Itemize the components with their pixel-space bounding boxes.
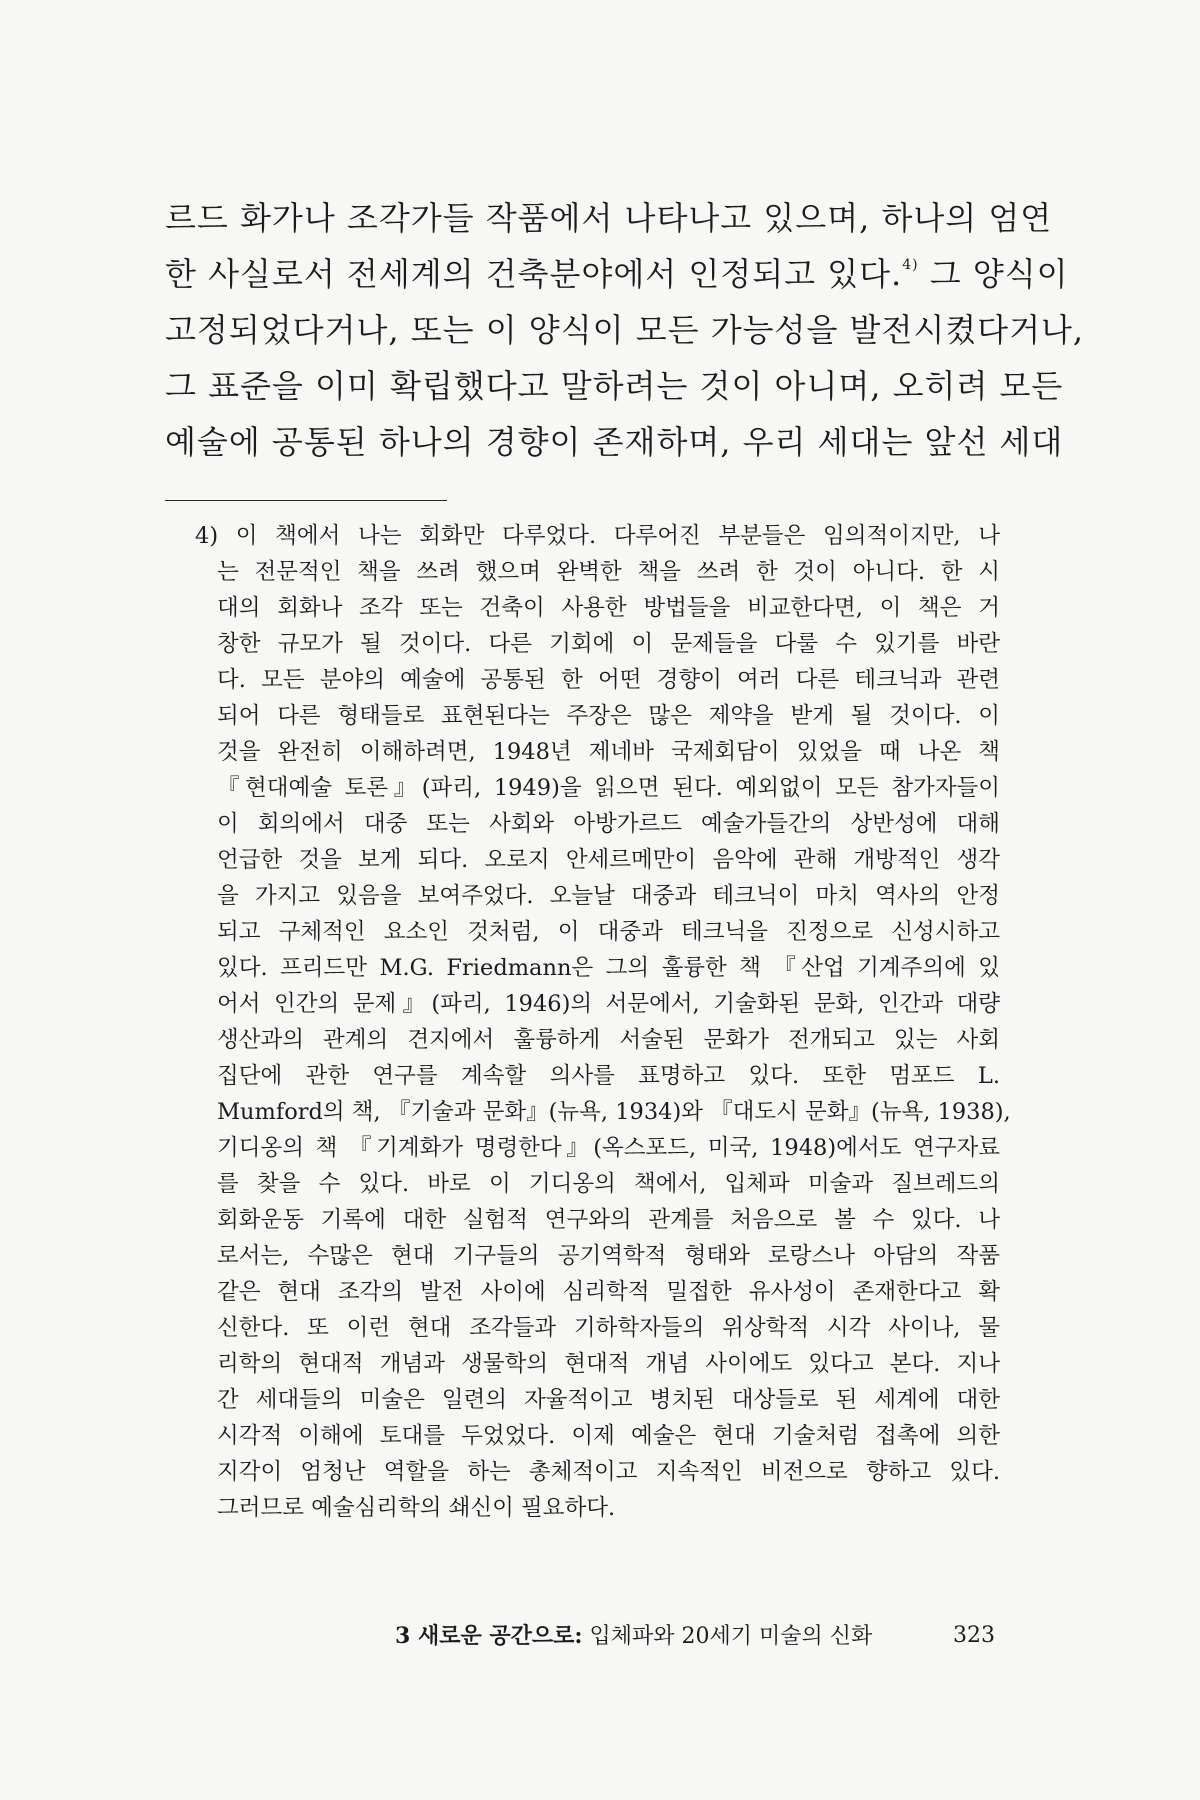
footnote-line: 생산과의 관계의 견지에서 훌륭하게 서술된 문화가 전개되고 있는 사회	[217, 1027, 1000, 1053]
chapter-title	[395, 1620, 872, 1653]
page-number: 323	[953, 1623, 995, 1648]
footnote-line: 이 회의에서 대중 또는 사회와 아방가르드 예술가들간의 상반성에 대해	[217, 811, 1000, 837]
chapter-title-rest: 입체파와 20세기 미술의 신화	[582, 1624, 873, 1649]
footnote-line: 같은 현대 조각의 발전 사이에 심리학적 밀접한 유사성이 존재한다고 확	[217, 1279, 1000, 1305]
footnote-line: 회화운동 기록에 대한 실험적 연구와의 관계를 처음으로 볼 수 있다. 나	[217, 1207, 1000, 1233]
footnote-line: 창한 규모가 될 것이다. 다른 기회에 이 문제들을 다룰 수 있기를 바란	[217, 631, 1000, 657]
footnote-reference[interactable]: 4)	[902, 257, 919, 273]
footnote-line: 간 세대들의 미술은 일련의 자율적이고 병치된 대상들로 된 세계에 대한	[217, 1387, 1000, 1413]
footnote	[195, 518, 1011, 1526]
footnote-line: 를 찾을 수 있다. 바로 이 기디옹의 책에서, 입체파 미술과 질브레드의	[217, 1171, 1000, 1197]
footnote-line: 다. 모든 분야의 예술에 공통된 한 어떤 경향이 여러 다른 테크닉과 관련	[217, 667, 1000, 693]
footnote-line: 는 전문적인 책을 쓰려 했으며 완벽한 책을 쓰려 한 것이 아니다. 한 시	[217, 559, 1000, 585]
body-line-2-text: 한 사실로서 전세계의 건축분야에서 인정되고 있다.	[165, 255, 903, 293]
footnote-line: 4) 이 책에서 나는 회화만 다루었다. 다루어진 부분들은 임의적이지만, 나	[195, 523, 1000, 549]
body-line-2-tail: 그 양식이	[918, 255, 1069, 293]
body-line-4: 그 표준을 이미 확립했다고 말하려는 것이 아니며, 오히려 모든	[165, 367, 1064, 405]
footnote-line: 어서 인간의 문제』(파리, 1946)의 서문에서, 기술화된 문화, 인간과 대량	[217, 991, 1000, 1017]
footnote-line: 되고 구체적인 요소인 것처럼, 이 대중과 테크닉을 진정으로 신성시하고	[217, 919, 1000, 945]
footnote-line: 언급한 것을 보게 되다. 오로지 안세르메만이 음악에 관해 개방적인 생각	[217, 847, 1000, 873]
body-line-5: 예술에 공통된 하나의 경향이 존재하며, 우리 세대는 앞선 세대	[165, 423, 1064, 461]
footnote-line: Mumford의 책, 『기술과 문화』(뉴욕, 1934)와 『대도시 문화』(뉴욕, 1938),	[217, 1099, 1011, 1125]
footnote-line: 신한다. 또 이런 현대 조각들과 기하학자들의 위상학적 시각 사이나, 물	[217, 1315, 1000, 1341]
body-line-2	[165, 246, 1069, 302]
body-line-1: 르드 화가나 조각가들 작품에서 나타나고 있으며, 하나의 엄연	[165, 199, 1053, 237]
footnote-line: 대의 회화나 조각 또는 건축이 사용한 방법들을 비교한다면, 이 책은 거	[217, 595, 1000, 621]
footnote-line: 그러므로 예술심리학의 쇄신이 필요하다.	[217, 1495, 616, 1521]
body-line-3: 고정되었다거나, 또는 이 양식이 모든 가능성을 발전시켰다거나,	[165, 311, 1085, 349]
footnote-line: 것을 완전히 이해하려면, 1948년 제네바 국제회담이 있었을 때 나온 책	[217, 739, 1000, 765]
footnote-line: 지각이 엄청난 역할을 하는 총체적이고 지속적인 비전으로 향하고 있다.	[217, 1459, 1000, 1485]
footnote-line: 『현대예술 토론』(파리, 1949)을 읽으면 된다. 예외없이 모든 참가자들이	[217, 775, 1000, 801]
footnote-line: 있다. 프리드만 M.G. Friedmann은 그의 훌륭한 책 『산업 기계주의에 있	[217, 955, 1000, 981]
footnote-line: 집단에 관한 연구를 계속할 의사를 표명하고 있다. 또한 멈포드 L.	[217, 1063, 1000, 1089]
footnote-divider	[165, 500, 447, 501]
body-text	[165, 190, 1085, 470]
footnote-line: 되어 다른 형태들로 표현된다는 주장은 많은 제약을 받게 될 것이다. 이	[217, 703, 1000, 729]
footnote-line: 리학의 현대적 개념과 생물학의 현대적 개념 사이에도 있다고 본다. 지나	[217, 1351, 1000, 1377]
running-footer	[395, 1620, 995, 1653]
footnote-line: 기디옹의 책 『기계화가 명령한다』(옥스포드, 미국, 1948)에서도 연구자료	[217, 1135, 1000, 1161]
footnote-line: 시각적 이해에 토대를 두었었다. 이제 예술은 현대 기술처럼 접촉에 의한	[217, 1423, 1000, 1449]
footnote-line: 을 가지고 있음을 보여주었다. 오늘날 대중과 테크닉이 마치 역사의 안정	[217, 883, 1000, 909]
footnote-line: 로서는, 수많은 현대 기구들의 공기역학적 형태와 로랑스나 아담의 작품	[217, 1243, 1000, 1269]
chapter-title-bold: 3 새로운 공간으로:	[395, 1623, 583, 1649]
